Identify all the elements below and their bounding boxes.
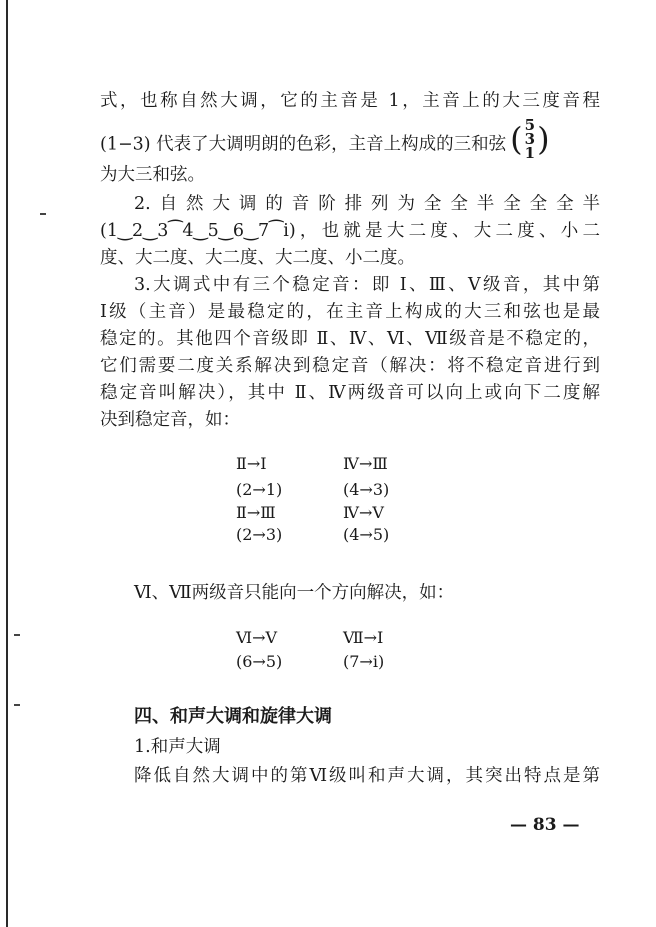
text-line: 决到稳定音，如： — [100, 410, 240, 430]
text-line: (1−3) 代表了大调明朗的色彩，主音上构成的三和弦 — [100, 134, 507, 155]
example-left-cell: (2→3) — [236, 525, 283, 544]
chord-open-paren: ( — [510, 120, 523, 158]
text-line-with-chord — [100, 116, 600, 166]
example-right-cell: Ⅳ→Ⅲ — [343, 454, 388, 473]
example-right-cell: Ⅶ→Ⅰ — [343, 628, 384, 647]
example-left-cell: Ⅵ→Ⅴ — [236, 628, 278, 647]
text-line: 度、大二度、大二度、大二度、小二度。 — [100, 248, 415, 268]
chord-notation — [510, 118, 549, 160]
chord-close-paren: ) — [537, 120, 550, 158]
text-line: 3.大调式中有三个稳定音：即 Ⅰ、Ⅲ、Ⅴ级音，其中第 — [134, 275, 600, 295]
scan-mark — [14, 634, 20, 636]
example-right-cell: (4→3) — [343, 480, 390, 499]
example-left-cell: (6→5) — [236, 652, 283, 671]
example-right-cell: (7→i) — [343, 652, 385, 671]
chord-bottom-note: 1 — [524, 144, 536, 162]
page-border — [6, 0, 8, 927]
section-heading: 四、和声大调和旋律大调 — [134, 706, 332, 727]
example-left-cell: Ⅱ→Ⅲ — [236, 503, 276, 522]
text-line: (1‿2‿3⁀4‿5‿6‿7⁀i)，也就是大二度、大二度、小二 — [100, 221, 600, 241]
text-line: Ⅰ级（主音）是最稳定的，在主音上构成的大三和弦也是最 — [100, 302, 600, 322]
text-line: Ⅵ、Ⅶ两级音只能向一个方向解决，如： — [134, 583, 455, 603]
example-right-cell: Ⅳ→Ⅴ — [343, 503, 384, 522]
text-line: 2.自然大调的音阶排列为全全半全全全半 — [134, 194, 600, 214]
scan-mark — [14, 704, 20, 706]
text-line: 降低自然大调中的第Ⅵ级叫和声大调，其突出特点是第 — [134, 766, 600, 786]
text-line: 式，也称自然大调，它的主音是 1，主音上的大三度音程 — [100, 91, 600, 111]
chord-top-note: 5 — [524, 116, 536, 134]
page-number: — 83 — — [510, 815, 580, 835]
chord-middle-note: 3 — [524, 130, 536, 148]
scan-mark — [40, 213, 46, 215]
text-line: 稳定音叫解决），其中 Ⅱ、Ⅳ两级音可以向上或向下二度解 — [100, 383, 600, 403]
text-line: 它们需要二度关系解决到稳定音（解决：将不稳定音进行到 — [100, 356, 600, 376]
subheading: 1.和声大调 — [134, 737, 221, 757]
example-left-cell: (2→1) — [236, 480, 283, 499]
text-line: 为大三和弦。 — [100, 165, 205, 185]
example-left-cell: Ⅱ→Ⅰ — [236, 454, 267, 473]
example-right-cell: (4→5) — [343, 525, 390, 544]
text-line: 稳定的。其他四个音级即 Ⅱ、Ⅳ、Ⅵ、Ⅶ级音是不稳定的， — [100, 329, 600, 349]
